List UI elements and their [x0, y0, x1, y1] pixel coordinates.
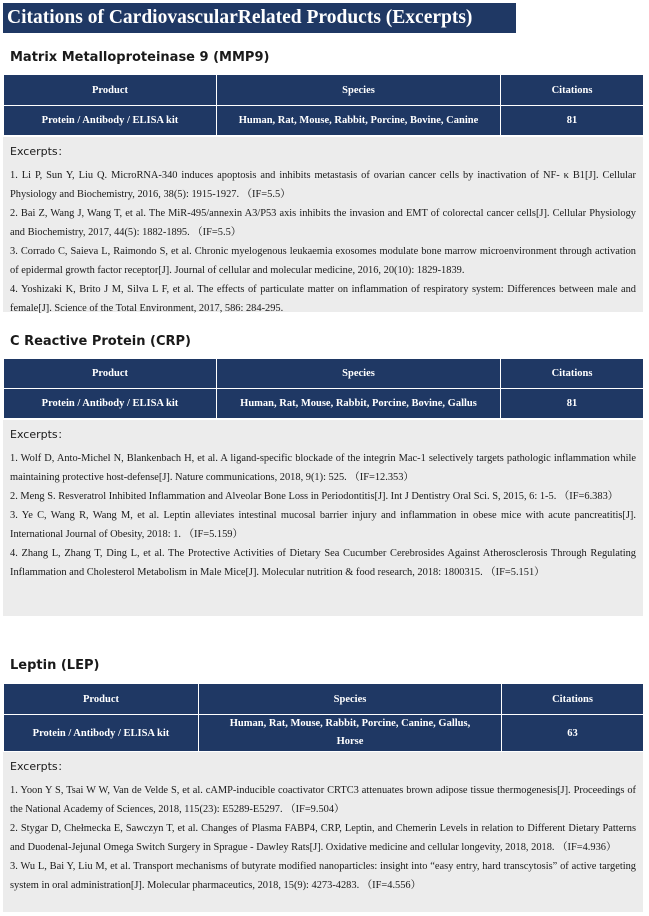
species-cell: Human, Rat, Mouse, Rabbit, Porcine, Canine, Gallus, Horse — [199, 715, 502, 752]
header-species: Species — [217, 75, 501, 106]
header-product: Product — [4, 75, 217, 106]
reference-item: 3. Corrado C, Saieva L, Raimondo S, et al. Chronic myelogenous leukaemia exosomes modulate bone marrow microenvironment through activation of epidermal growth factor receptor[J]. Journal of cellular and molecular medicine, 2016, 20(10): 1829-1839. — [10, 246, 636, 276]
header-species: Species — [199, 684, 502, 715]
reference-item: 1. Wolf D, Anto-Michel N, Blankenbach H, et al. A ligand-specific blockade of the integrin Mac-1 selectively targets pathologic inflammation while maintaining protective host-defense[J]. Nature communications, 2018, 9(1): 525. （IF=12.353） — [10, 453, 636, 483]
excerpts-box-crp — [3, 420, 643, 616]
reference-item: 3. Wu L, Bai Y, Liu M, et al. Transport mechanisms of butyrate modified nanoparticles: insight into “easy entry, hard transcytosis” of active targeting system in oral administration[J]. Molecular pharmaceutics, 2018, 15(9): 4273-4283. （IF=4.556） — [10, 861, 636, 891]
excerpts-label: Excerpts： — [10, 145, 69, 158]
product-cell: Protein / Antibody / ELISA kit — [4, 106, 217, 136]
reference-item: 3. Ye C, Wang R, Wang M, et al. Leptin alleviates intestinal mucosal barrier injury and inflammation in obese mice with acute pancreatitis[J]. International Journal of Obesity, 2018: 1. （IF=5.159） — [10, 510, 636, 540]
reference-item: 2. Stygar D, Chełmecka E, Sawczyn T, et al. Changes of Plasma FABP4, CRP, Leptin, and Chemerin Levels in relation to Different Dietary Patterns and Duodenal-Jejunal Omega Switch Surgery in Sprague - Dawley Rats[J]. Oxidative medicine and cellular longevity, 2018, 2018. （IF=4.936） — [10, 823, 636, 853]
header-citations: Citations — [501, 75, 644, 106]
reference-item: 4. Yoshizaki K, Brito J M, Silva L F, et al. The effects of particulate matter on inflammation of respiratory system: Differences between male and female[J]. Science of the Total Environment, 2017, 586: 284-295. — [10, 284, 636, 314]
species-cell: Human, Rat, Mouse, Rabbit, Porcine, Bovine, Gallus — [217, 389, 501, 419]
reference-item: 1. Yoon Y S, Tsai W W, Van de Velde S, et al. cAMP-inducible coactivator CRTC3 attenuates brown adipose tissue thermogenesis[J]. Proceedings of the National Academy of Sciences, 2018, 115(23): E5289-E5297. （IF=9.504） — [10, 785, 636, 815]
header-citations: Citations — [501, 359, 644, 389]
page-title: Citations of CardiovascularRelated Products (Excerpts) — [3, 3, 516, 33]
citations-cell: 81 — [501, 106, 644, 136]
section-title-crp: C Reactive Protein (CRP) — [10, 334, 191, 349]
reference-item: 1. Li P, Sun Y, Liu Q. MicroRNA-340 induces apoptosis and inhibits metastasis of ovarian cancer cells by inactivation of NF- κ B1[J]. Cellular Physiology and Biochemistry, 2016, 38(5): 1915-1927. （IF=5.5） — [10, 170, 636, 200]
product-cell: Protein / Antibody / ELISA kit — [4, 715, 199, 752]
excerpts-label: Excerpts： — [10, 428, 69, 441]
excerpts-box-lep — [3, 752, 643, 912]
excerpts-box-mmp9 — [3, 137, 643, 312]
section-title-lep: Leptin (LEP) — [10, 658, 100, 673]
product-table-lep — [3, 683, 644, 752]
reference-item: 2. Bai Z, Wang J, Wang T, et al. The MiR-495/annexin A3/P53 axis inhibits the invasion and EMT of colorectal cancer cells[J]. Cellular Physiology and Biochemistry, 2017, 44(5): 1882-1895. （IF=5.5） — [10, 208, 636, 238]
section-title-mmp9: Matrix Metalloproteinase 9 (MMP9) — [10, 50, 270, 65]
reference-item: 4. Zhang L, Zhang T, Ding L, et al. The Protective Activities of Dietary Sea Cucumber Cerebrosides Against Atherosclerosis Through Regulating Inflammation and Cholesterol Metabolism in Male Mice[J]. Molecular nutrition & food research, 2018: 1800315. （IF=5.151） — [10, 548, 636, 578]
product-table-mmp9 — [3, 74, 644, 136]
header-product: Product — [4, 684, 199, 715]
citations-cell: 63 — [502, 715, 644, 752]
header-product: Product — [4, 359, 217, 389]
citations-cell: 81 — [501, 389, 644, 419]
product-cell: Protein / Antibody / ELISA kit — [4, 389, 217, 419]
header-species: Species — [217, 359, 501, 389]
product-table-crp — [3, 358, 644, 419]
excerpts-label: Excerpts： — [10, 760, 69, 773]
reference-item: 2. Meng S. Resveratrol Inhibited Inflammation and Alveolar Bone Loss in Periodontitis[J]. Int J Dentistry Oral Sci. S, 2015, 6: 1-5. （IF=6.383） — [10, 491, 619, 502]
header-citations: Citations — [502, 684, 644, 715]
species-cell: Human, Rat, Mouse, Rabbit, Porcine, Bovine, Canine — [217, 106, 501, 136]
